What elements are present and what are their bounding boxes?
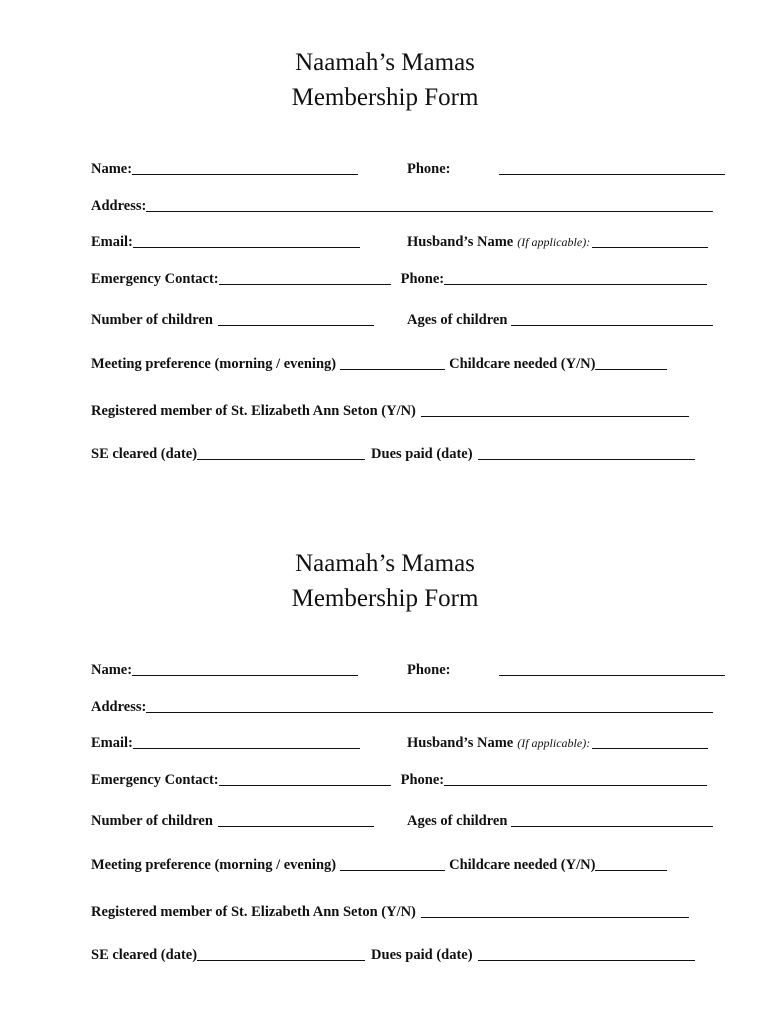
emergency-contact-input-line[interactable] [219,284,391,285]
phone-field [407,659,725,679]
emergency-contact-field [91,268,707,288]
ages-of-children-input-line[interactable] [511,826,713,827]
address-input-line[interactable] [146,712,713,713]
email-input-line[interactable] [133,247,360,248]
husbands-name-field [407,231,708,251]
registered-member-input-line[interactable] [421,917,689,918]
registered-member-label: Registered member of St. Elizabeth Ann Seton (Y/N) [91,403,416,419]
name-field [91,158,358,178]
ages-of-children-label: Ages of children [407,813,508,829]
number-of-children-field [91,810,374,830]
emergency-contact-label: Emergency Contact: [91,271,219,287]
address-label: Address: [91,198,147,214]
name-label: Name: [91,161,133,177]
address-input-line[interactable] [146,211,713,212]
phone-label: Phone: [407,161,451,177]
email-field [91,231,360,251]
email-label: Email: [91,234,133,250]
phone-field [407,158,725,178]
meeting-preference-label: Meeting preference (morning / evening) [91,857,337,873]
ages-of-children-field [407,810,713,830]
phone-input-line[interactable] [499,675,725,676]
emergency-contact-input-line[interactable] [219,785,391,786]
membership-form-1 [0,0,770,500]
number-of-children-field [91,309,374,329]
husbands-name-input-line[interactable] [592,748,708,749]
number-of-children-label: Number of children [91,312,213,328]
number-of-children-input-line[interactable] [218,325,374,326]
registered-member-field [91,901,689,921]
husbands-name-label: Husband’s Name [407,234,514,250]
phone-label: Phone: [407,662,451,678]
email-field [91,732,360,752]
dues-paid-input-line[interactable] [478,459,695,460]
number-of-children-label: Number of children [91,813,213,829]
se-cleared-field [91,944,695,964]
number-of-children-input-line[interactable] [218,826,374,827]
meeting-preference-field [91,353,667,373]
husbands-name-input-line[interactable] [592,247,708,248]
se-cleared-label: SE cleared (date) [91,446,198,462]
email-label: Email: [91,735,133,751]
membership-form-2 [0,501,770,1001]
husbands-name-label: Husband’s Name [407,735,514,751]
emergency-phone-input-line[interactable] [444,785,707,786]
meeting-preference-field [91,854,667,874]
childcare-needed-input-line[interactable] [595,870,667,871]
husbands-name-note: (If applicable): [517,736,591,750]
phone-input-line[interactable] [499,174,725,175]
se-cleared-input-line[interactable] [197,960,365,961]
se-cleared-input-line[interactable] [197,459,365,460]
emergency-phone-label: Phone: [400,271,445,287]
email-input-line[interactable] [133,748,360,749]
childcare-needed-input-line[interactable] [595,369,667,370]
emergency-phone-input-line[interactable] [444,284,707,285]
se-cleared-label: SE cleared (date) [91,947,198,963]
husbands-name-note: (If applicable): [517,235,591,249]
emergency-contact-field [91,769,707,789]
dues-paid-label: Dues paid (date) [371,446,473,462]
name-input-line[interactable] [132,675,358,676]
registered-member-label: Registered member of St. Elizabeth Ann Seton (Y/N) [91,904,416,920]
dues-paid-label: Dues paid (date) [371,947,473,963]
registered-member-input-line[interactable] [421,416,689,417]
ages-of-children-input-line[interactable] [511,325,713,326]
meeting-preference-input-line[interactable] [340,369,445,370]
address-field [91,195,713,215]
name-input-line[interactable] [132,174,358,175]
form-title: Naamah’s Mamas [295,49,475,76]
childcare-needed-label: Childcare needed (Y/N) [449,857,596,873]
dues-paid-input-line[interactable] [478,960,695,961]
name-label: Name: [91,662,133,678]
emergency-contact-label: Emergency Contact: [91,772,219,788]
husbands-name-field [407,732,708,752]
meeting-preference-label: Meeting preference (morning / evening) [91,356,337,372]
se-cleared-field [91,443,695,463]
form-subtitle: Membership Form [291,84,479,111]
name-field [91,659,358,679]
address-label: Address: [91,699,147,715]
childcare-needed-label: Childcare needed (Y/N) [449,356,596,372]
ages-of-children-field [407,309,713,329]
form-subtitle: Membership Form [291,585,479,612]
form-title: Naamah’s Mamas [295,550,475,577]
emergency-phone-label: Phone: [400,772,445,788]
address-field [91,696,713,716]
meeting-preference-input-line[interactable] [340,870,445,871]
ages-of-children-label: Ages of children [407,312,508,328]
registered-member-field [91,400,689,420]
